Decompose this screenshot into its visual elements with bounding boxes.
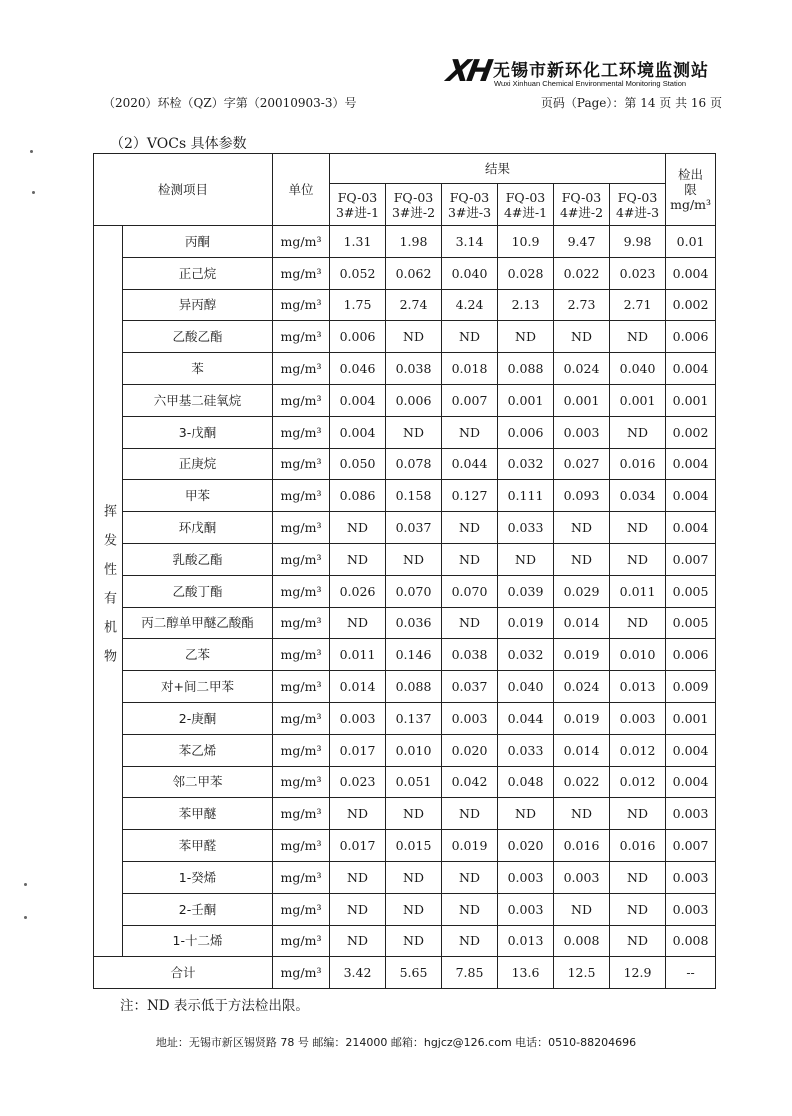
value-cell: 9.98 <box>610 226 666 258</box>
report-number: （2020）环检（QZ）字第（20010903-3）号 <box>103 96 357 110</box>
item-name: 苯甲醚 <box>123 798 273 830</box>
limit-cell: 0.004 <box>666 734 716 766</box>
value-cell: 0.011 <box>330 639 386 671</box>
unit-cell: mg/m³ <box>273 543 330 575</box>
value-cell: 0.111 <box>498 480 554 512</box>
limit-cell: -- <box>666 957 716 989</box>
limit-cell: 0.002 <box>666 416 716 448</box>
value-cell: 0.024 <box>554 671 610 703</box>
table-row <box>94 702 716 734</box>
value-cell: 0.022 <box>554 766 610 798</box>
value-cell: 0.027 <box>554 448 610 480</box>
value-cell: ND <box>442 893 498 925</box>
table-row <box>94 607 716 639</box>
value-cell: 0.023 <box>330 766 386 798</box>
limit-cell: 0.003 <box>666 861 716 893</box>
value-cell: 0.032 <box>498 639 554 671</box>
item-name: 2-庚酮 <box>123 702 273 734</box>
unit-cell: mg/m³ <box>273 925 330 957</box>
limit-cell: 0.009 <box>666 671 716 703</box>
value-cell: 0.019 <box>442 830 498 862</box>
unit-cell: mg/m³ <box>273 321 330 353</box>
unit-cell: mg/m³ <box>273 226 330 258</box>
value-cell: 0.046 <box>330 353 386 385</box>
header-sample: FQ-03 3#进-1 <box>330 184 386 226</box>
value-cell: 0.040 <box>498 671 554 703</box>
value-cell: 0.026 <box>330 575 386 607</box>
value-cell: ND <box>610 798 666 830</box>
item-name: 乙酸乙酯 <box>123 321 273 353</box>
limit-cell: 0.004 <box>666 480 716 512</box>
value-cell: 3.42 <box>330 957 386 989</box>
value-cell: ND <box>442 321 498 353</box>
item-name: 正庚烷 <box>123 448 273 480</box>
value-cell: 0.016 <box>610 448 666 480</box>
item-name: 甲苯 <box>123 480 273 512</box>
table-row <box>94 257 716 289</box>
value-cell: 0.062 <box>386 257 442 289</box>
table-row <box>94 734 716 766</box>
value-cell: 0.038 <box>442 639 498 671</box>
limit-cell: 0.004 <box>666 448 716 480</box>
item-name: 异丙醇 <box>123 289 273 321</box>
value-cell: ND <box>386 543 442 575</box>
value-cell: 0.016 <box>554 830 610 862</box>
value-cell: ND <box>610 416 666 448</box>
value-cell: ND <box>330 607 386 639</box>
value-cell: 0.032 <box>498 448 554 480</box>
table-row <box>94 766 716 798</box>
table-row <box>94 925 716 957</box>
value-cell: 0.003 <box>498 861 554 893</box>
limit-cell: 0.007 <box>666 830 716 862</box>
unit-cell: mg/m³ <box>273 289 330 321</box>
table-row <box>94 321 716 353</box>
value-cell: ND <box>610 861 666 893</box>
value-cell: 3.14 <box>442 226 498 258</box>
limit-cell: 0.003 <box>666 893 716 925</box>
value-cell: ND <box>610 893 666 925</box>
value-cell: 2.13 <box>498 289 554 321</box>
value-cell: ND <box>330 543 386 575</box>
limit-cell: 0.004 <box>666 257 716 289</box>
category-cell: 挥发性有机物 <box>94 226 123 957</box>
value-cell: 0.038 <box>386 353 442 385</box>
limit-cell: 0.001 <box>666 702 716 734</box>
item-name: 苯乙烯 <box>123 734 273 766</box>
value-cell: ND <box>610 512 666 544</box>
value-cell: 0.004 <box>330 416 386 448</box>
unit-cell: mg/m³ <box>273 448 330 480</box>
value-cell: 2.71 <box>610 289 666 321</box>
value-cell: 0.048 <box>498 766 554 798</box>
value-cell: 5.65 <box>386 957 442 989</box>
header-result: 结果 <box>330 154 666 184</box>
value-cell: 0.040 <box>610 353 666 385</box>
unit-cell: mg/m³ <box>273 607 330 639</box>
unit-cell: mg/m³ <box>273 798 330 830</box>
table-row <box>94 512 716 544</box>
value-cell: 0.050 <box>330 448 386 480</box>
table-row <box>94 384 716 416</box>
item-name: 1-癸烯 <box>123 861 273 893</box>
value-cell: ND <box>554 512 610 544</box>
unit-cell: mg/m³ <box>273 766 330 798</box>
value-cell: 1.98 <box>386 226 442 258</box>
value-cell: ND <box>386 321 442 353</box>
item-name: 对+间二甲苯 <box>123 671 273 703</box>
value-cell: 0.137 <box>386 702 442 734</box>
value-cell: 0.146 <box>386 639 442 671</box>
value-cell: ND <box>442 543 498 575</box>
value-cell: 2.73 <box>554 289 610 321</box>
value-cell: 0.037 <box>386 512 442 544</box>
unit-cell: mg/m³ <box>273 861 330 893</box>
value-cell: 12.9 <box>610 957 666 989</box>
scan-speck <box>32 191 35 194</box>
value-cell: ND <box>442 512 498 544</box>
limit-cell: 0.006 <box>666 639 716 671</box>
limit-cell: 0.001 <box>666 384 716 416</box>
limit-cell: 0.008 <box>666 925 716 957</box>
table-row <box>94 289 716 321</box>
value-cell: ND <box>554 893 610 925</box>
limit-cell: 0.004 <box>666 766 716 798</box>
value-cell: ND <box>554 321 610 353</box>
value-cell: ND <box>386 798 442 830</box>
value-cell: 0.017 <box>330 734 386 766</box>
value-cell: 0.044 <box>498 702 554 734</box>
value-cell: 0.024 <box>554 353 610 385</box>
value-cell: ND <box>386 925 442 957</box>
item-name: 苯 <box>123 353 273 385</box>
value-cell: 0.093 <box>554 480 610 512</box>
value-cell: 0.020 <box>498 830 554 862</box>
value-cell: 0.001 <box>610 384 666 416</box>
value-cell: 0.020 <box>442 734 498 766</box>
value-cell: 0.019 <box>554 702 610 734</box>
item-name: 乳酸乙酯 <box>123 543 273 575</box>
value-cell: 0.088 <box>498 353 554 385</box>
value-cell: 0.006 <box>386 384 442 416</box>
table-row <box>94 639 716 671</box>
unit-cell: mg/m³ <box>273 512 330 544</box>
value-cell: 13.6 <box>498 957 554 989</box>
item-name: 丙酮 <box>123 226 273 258</box>
value-cell: 0.052 <box>330 257 386 289</box>
value-cell: 0.070 <box>442 575 498 607</box>
scan-speck <box>30 150 33 153</box>
limit-cell: 0.006 <box>666 321 716 353</box>
value-cell: 0.013 <box>610 671 666 703</box>
value-cell: 0.007 <box>442 384 498 416</box>
value-cell: ND <box>610 321 666 353</box>
limit-cell: 0.01 <box>666 226 716 258</box>
value-cell: 0.006 <box>498 416 554 448</box>
value-cell: 0.039 <box>498 575 554 607</box>
value-cell: 1.31 <box>330 226 386 258</box>
value-cell: 0.088 <box>386 671 442 703</box>
unit-cell: mg/m³ <box>273 480 330 512</box>
value-cell: ND <box>610 925 666 957</box>
header-sample: FQ-03 3#进-2 <box>386 184 442 226</box>
value-cell: 0.040 <box>442 257 498 289</box>
value-cell: ND <box>442 861 498 893</box>
unit-cell: mg/m³ <box>273 830 330 862</box>
unit-cell: mg/m³ <box>273 734 330 766</box>
header-item: 检测项目 <box>94 154 273 226</box>
scan-speck <box>24 916 27 919</box>
value-cell: 0.036 <box>386 607 442 639</box>
value-cell: 0.003 <box>442 702 498 734</box>
value-cell: 0.003 <box>498 893 554 925</box>
unit-cell: mg/m³ <box>273 353 330 385</box>
item-name: 3-戊酮 <box>123 416 273 448</box>
value-cell: 0.051 <box>386 766 442 798</box>
value-cell: 9.47 <box>554 226 610 258</box>
table-row <box>94 480 716 512</box>
footnote: 注：ND 表示低于方法检出限。 <box>120 998 309 1014</box>
value-cell: 0.010 <box>386 734 442 766</box>
value-cell: 0.006 <box>330 321 386 353</box>
value-cell: 7.85 <box>442 957 498 989</box>
value-cell: 0.001 <box>554 384 610 416</box>
table-row <box>94 893 716 925</box>
value-cell: ND <box>498 543 554 575</box>
unit-cell: mg/m³ <box>273 639 330 671</box>
value-cell: 0.001 <box>498 384 554 416</box>
value-cell: ND <box>330 893 386 925</box>
value-cell: 0.037 <box>442 671 498 703</box>
footer-contact: 地址：无锡市新区锡贤路 78 号 邮编：214000 邮箱：hgjcz@126.com 电话：0510-88204696 <box>155 1036 637 1049</box>
value-cell: 0.019 <box>498 607 554 639</box>
total-row <box>94 957 716 989</box>
value-cell: 0.018 <box>442 353 498 385</box>
unit-cell: mg/m³ <box>273 575 330 607</box>
table-row <box>94 448 716 480</box>
limit-cell: 0.007 <box>666 543 716 575</box>
value-cell: 0.013 <box>498 925 554 957</box>
org-name-en: Wuxi Xinhuan Chemical Environmental Monitoring Station <box>494 79 687 88</box>
logo-mark: XH <box>443 54 493 89</box>
item-name: 正己烷 <box>123 257 273 289</box>
item-name: 乙酸丁酯 <box>123 575 273 607</box>
unit-cell: mg/m³ <box>273 257 330 289</box>
value-cell: 0.086 <box>330 480 386 512</box>
limit-cell: 0.002 <box>666 289 716 321</box>
item-name: 乙苯 <box>123 639 273 671</box>
unit-cell: mg/m³ <box>273 416 330 448</box>
value-cell: 0.012 <box>610 734 666 766</box>
value-cell: 0.033 <box>498 734 554 766</box>
unit-cell: mg/m³ <box>273 702 330 734</box>
value-cell: ND <box>442 607 498 639</box>
value-cell: 0.011 <box>610 575 666 607</box>
page-info: 页码（Page）：第 14 页 共 16 页 <box>540 96 722 110</box>
table-row <box>94 861 716 893</box>
value-cell: 0.023 <box>610 257 666 289</box>
value-cell: 0.015 <box>386 830 442 862</box>
table-row <box>94 575 716 607</box>
value-cell: ND <box>442 416 498 448</box>
value-cell: 4.24 <box>442 289 498 321</box>
value-cell: 0.014 <box>554 607 610 639</box>
header-sample: FQ-03 4#进-3 <box>610 184 666 226</box>
limit-cell: 0.004 <box>666 512 716 544</box>
org-name-cn: 无锡市新环化工环境监测站 <box>493 61 709 81</box>
value-cell: 0.044 <box>442 448 498 480</box>
table-row <box>94 830 716 862</box>
scan-speck <box>24 883 27 886</box>
value-cell: ND <box>442 925 498 957</box>
value-cell: 0.003 <box>330 702 386 734</box>
value-cell: ND <box>330 512 386 544</box>
voc-results-table <box>93 153 716 989</box>
value-cell: 0.012 <box>610 766 666 798</box>
table-row <box>94 543 716 575</box>
item-name: 苯甲醛 <box>123 830 273 862</box>
value-cell: 10.9 <box>498 226 554 258</box>
item-name: 环戊酮 <box>123 512 273 544</box>
value-cell: ND <box>442 798 498 830</box>
value-cell: 0.014 <box>330 671 386 703</box>
value-cell: 0.019 <box>554 639 610 671</box>
total-label: 合计 <box>94 957 273 989</box>
item-name: 邻二甲苯 <box>123 766 273 798</box>
item-name: 丙二醇单甲醚乙酸酯 <box>123 607 273 639</box>
header-limit: 检出 限 mg/m³ <box>666 154 716 226</box>
limit-cell: 0.003 <box>666 798 716 830</box>
header-sample: FQ-03 4#进-1 <box>498 184 554 226</box>
value-cell: ND <box>386 861 442 893</box>
value-cell: 0.028 <box>498 257 554 289</box>
value-cell: 0.034 <box>610 480 666 512</box>
value-cell: 0.070 <box>386 575 442 607</box>
value-cell: 0.078 <box>386 448 442 480</box>
header-unit: 单位 <box>273 154 330 226</box>
value-cell: 0.042 <box>442 766 498 798</box>
value-cell: 0.003 <box>554 416 610 448</box>
value-cell: 0.127 <box>442 480 498 512</box>
value-cell: 12.5 <box>554 957 610 989</box>
value-cell: 0.022 <box>554 257 610 289</box>
section-title: （2）VOCs 具体参数 <box>110 136 247 152</box>
table-row <box>94 798 716 830</box>
value-cell: 0.003 <box>554 861 610 893</box>
value-cell: ND <box>498 798 554 830</box>
limit-cell: 0.005 <box>666 575 716 607</box>
value-cell: ND <box>610 607 666 639</box>
value-cell: ND <box>386 893 442 925</box>
item-name: 2-壬酮 <box>123 893 273 925</box>
value-cell: 0.003 <box>610 702 666 734</box>
value-cell: ND <box>330 798 386 830</box>
value-cell: ND <box>386 416 442 448</box>
table-row <box>94 416 716 448</box>
value-cell: 0.033 <box>498 512 554 544</box>
value-cell: 0.029 <box>554 575 610 607</box>
value-cell: 2.74 <box>386 289 442 321</box>
item-name: 六甲基二硅氧烷 <box>123 384 273 416</box>
unit-cell: mg/m³ <box>273 957 330 989</box>
value-cell: ND <box>554 798 610 830</box>
table-row <box>94 353 716 385</box>
table-row <box>94 226 716 258</box>
limit-cell: 0.005 <box>666 607 716 639</box>
table-row <box>94 671 716 703</box>
value-cell: 0.017 <box>330 830 386 862</box>
item-name: 1-十二烯 <box>123 925 273 957</box>
value-cell: 0.010 <box>610 639 666 671</box>
value-cell: ND <box>610 543 666 575</box>
value-cell: 0.014 <box>554 734 610 766</box>
header-sample: FQ-03 4#进-2 <box>554 184 610 226</box>
value-cell: 0.158 <box>386 480 442 512</box>
value-cell: 0.004 <box>330 384 386 416</box>
value-cell: ND <box>498 321 554 353</box>
value-cell: ND <box>330 861 386 893</box>
unit-cell: mg/m³ <box>273 384 330 416</box>
value-cell: 0.008 <box>554 925 610 957</box>
value-cell: 1.75 <box>330 289 386 321</box>
unit-cell: mg/m³ <box>273 671 330 703</box>
value-cell: ND <box>330 925 386 957</box>
unit-cell: mg/m³ <box>273 893 330 925</box>
value-cell: 0.016 <box>610 830 666 862</box>
header-sample: FQ-03 3#进-3 <box>442 184 498 226</box>
value-cell: ND <box>554 543 610 575</box>
limit-cell: 0.004 <box>666 353 716 385</box>
